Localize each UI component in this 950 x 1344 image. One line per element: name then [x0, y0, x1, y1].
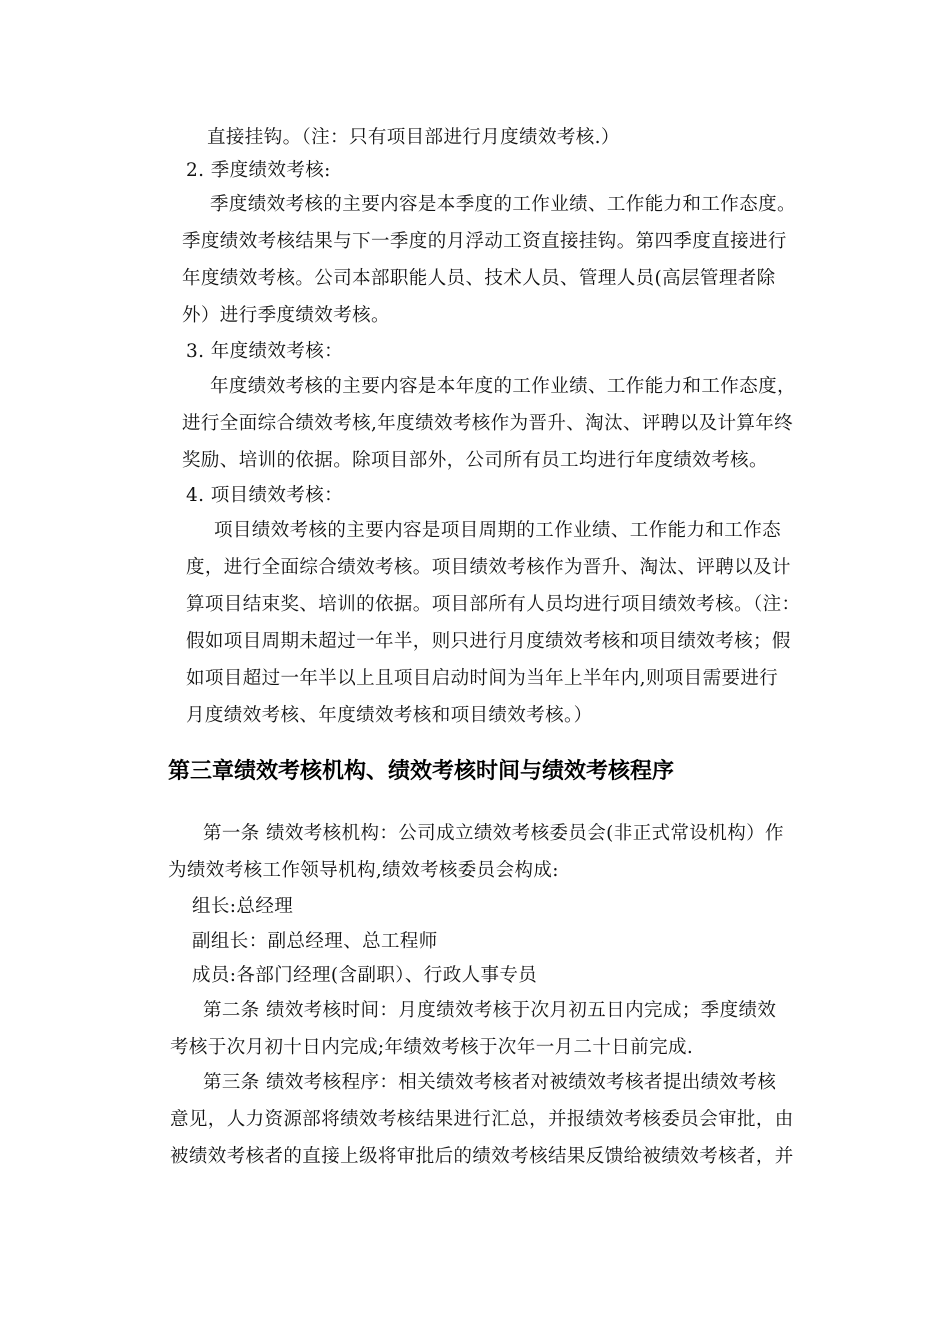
- annual-line-1: 年度绩效考核的主要内容是本年度的工作业绩、工作能力和工作态度，: [210, 376, 796, 397]
- annual-line-2: 进行全面综合绩效考核,年度绩效考核作为晋升、淘汰、评聘以及计算年终: [182, 413, 794, 434]
- project-line-6: 月度绩效考核、年度绩效考核和项目绩效考核。）: [186, 705, 593, 726]
- article2-line-2: 考核于次月初十日内完成;年绩效考核于次年一月二十日前完成.: [170, 1037, 694, 1058]
- article1-line-2: 为绩效考核工作领导机构,绩效考核委员会构成:: [168, 860, 559, 881]
- project-line-3: 算项目结束奖、培训的依据。项目部所有人员均进行项目绩效考核。（注：: [186, 594, 801, 615]
- member-deputy-leader: 副组长：副总经理、总工程师: [192, 931, 438, 952]
- project-line-4: 假如项目周期未超过一年半，则只进行月度绩效考核和项目绩效考核；假: [186, 631, 791, 652]
- article3-line-1: 第三条 绩效考核程序：相关绩效考核者对被绩效考核者提出绩效考核: [203, 1072, 777, 1093]
- quarterly-line-2: 季度绩效考核结果与下一季度的月浮动工资直接挂钩。第四季度直接进行: [182, 231, 787, 252]
- project-line-1: 项目绩效考核的主要内容是项目周期的工作业绩、工作能力和工作态: [214, 520, 782, 541]
- member-leader: 组长:总经理: [192, 896, 294, 917]
- intro-line: 直接挂钩。（注：只有项目部进行月度绩效考核.）: [207, 127, 620, 148]
- chapter-title: 第三章绩效考核机构、绩效考核时间与绩效考核程序: [168, 759, 675, 784]
- project-line-5: 如项目超过一年半以上且项目启动时间为当年上半年内,则项目需要进行: [186, 668, 779, 689]
- annual-line-3: 奖励、培训的依据。除项目部外，公司所有员工均进行年度绩效考核。: [182, 450, 768, 471]
- annual-heading: 3. 年度绩效考核：: [186, 341, 344, 362]
- quarterly-heading: 2. 季度绩效考核:: [186, 160, 331, 181]
- article1-line-1: 第一条 绩效考核机构：公司成立绩效考核委员会(非正式常设机构）作: [203, 823, 784, 844]
- member-staff: 成员:各部门经理(含副职）、行政人事专员: [192, 965, 538, 986]
- article2-line-1: 第二条 绩效考核时间：月度绩效考核于次月初五日内完成；季度绩效: [203, 1000, 777, 1021]
- quarterly-line-4: 外）进行季度绩效考核。: [182, 305, 390, 326]
- quarterly-line-1: 季度绩效考核的主要内容是本季度的工作业绩、工作能力和工作态度。: [210, 194, 796, 215]
- quarterly-line-3: 年度绩效考核。公司本部职能人员、技术人员、管理人员(高层管理者除: [182, 268, 776, 289]
- project-line-2: 度，进行全面综合绩效考核。项目绩效考核作为晋升、淘汰、评聘以及计: [186, 557, 791, 578]
- project-heading: 4. 项目绩效考核：: [186, 485, 344, 506]
- article3-line-2: 意见，人力资源部将绩效考核结果进行汇总，并报绩效考核委员会审批，由: [170, 1109, 794, 1130]
- article3-line-3: 被绩效考核者的直接上级将审批后的绩效考核结果反馈给被绩效考核者，并: [170, 1146, 794, 1167]
